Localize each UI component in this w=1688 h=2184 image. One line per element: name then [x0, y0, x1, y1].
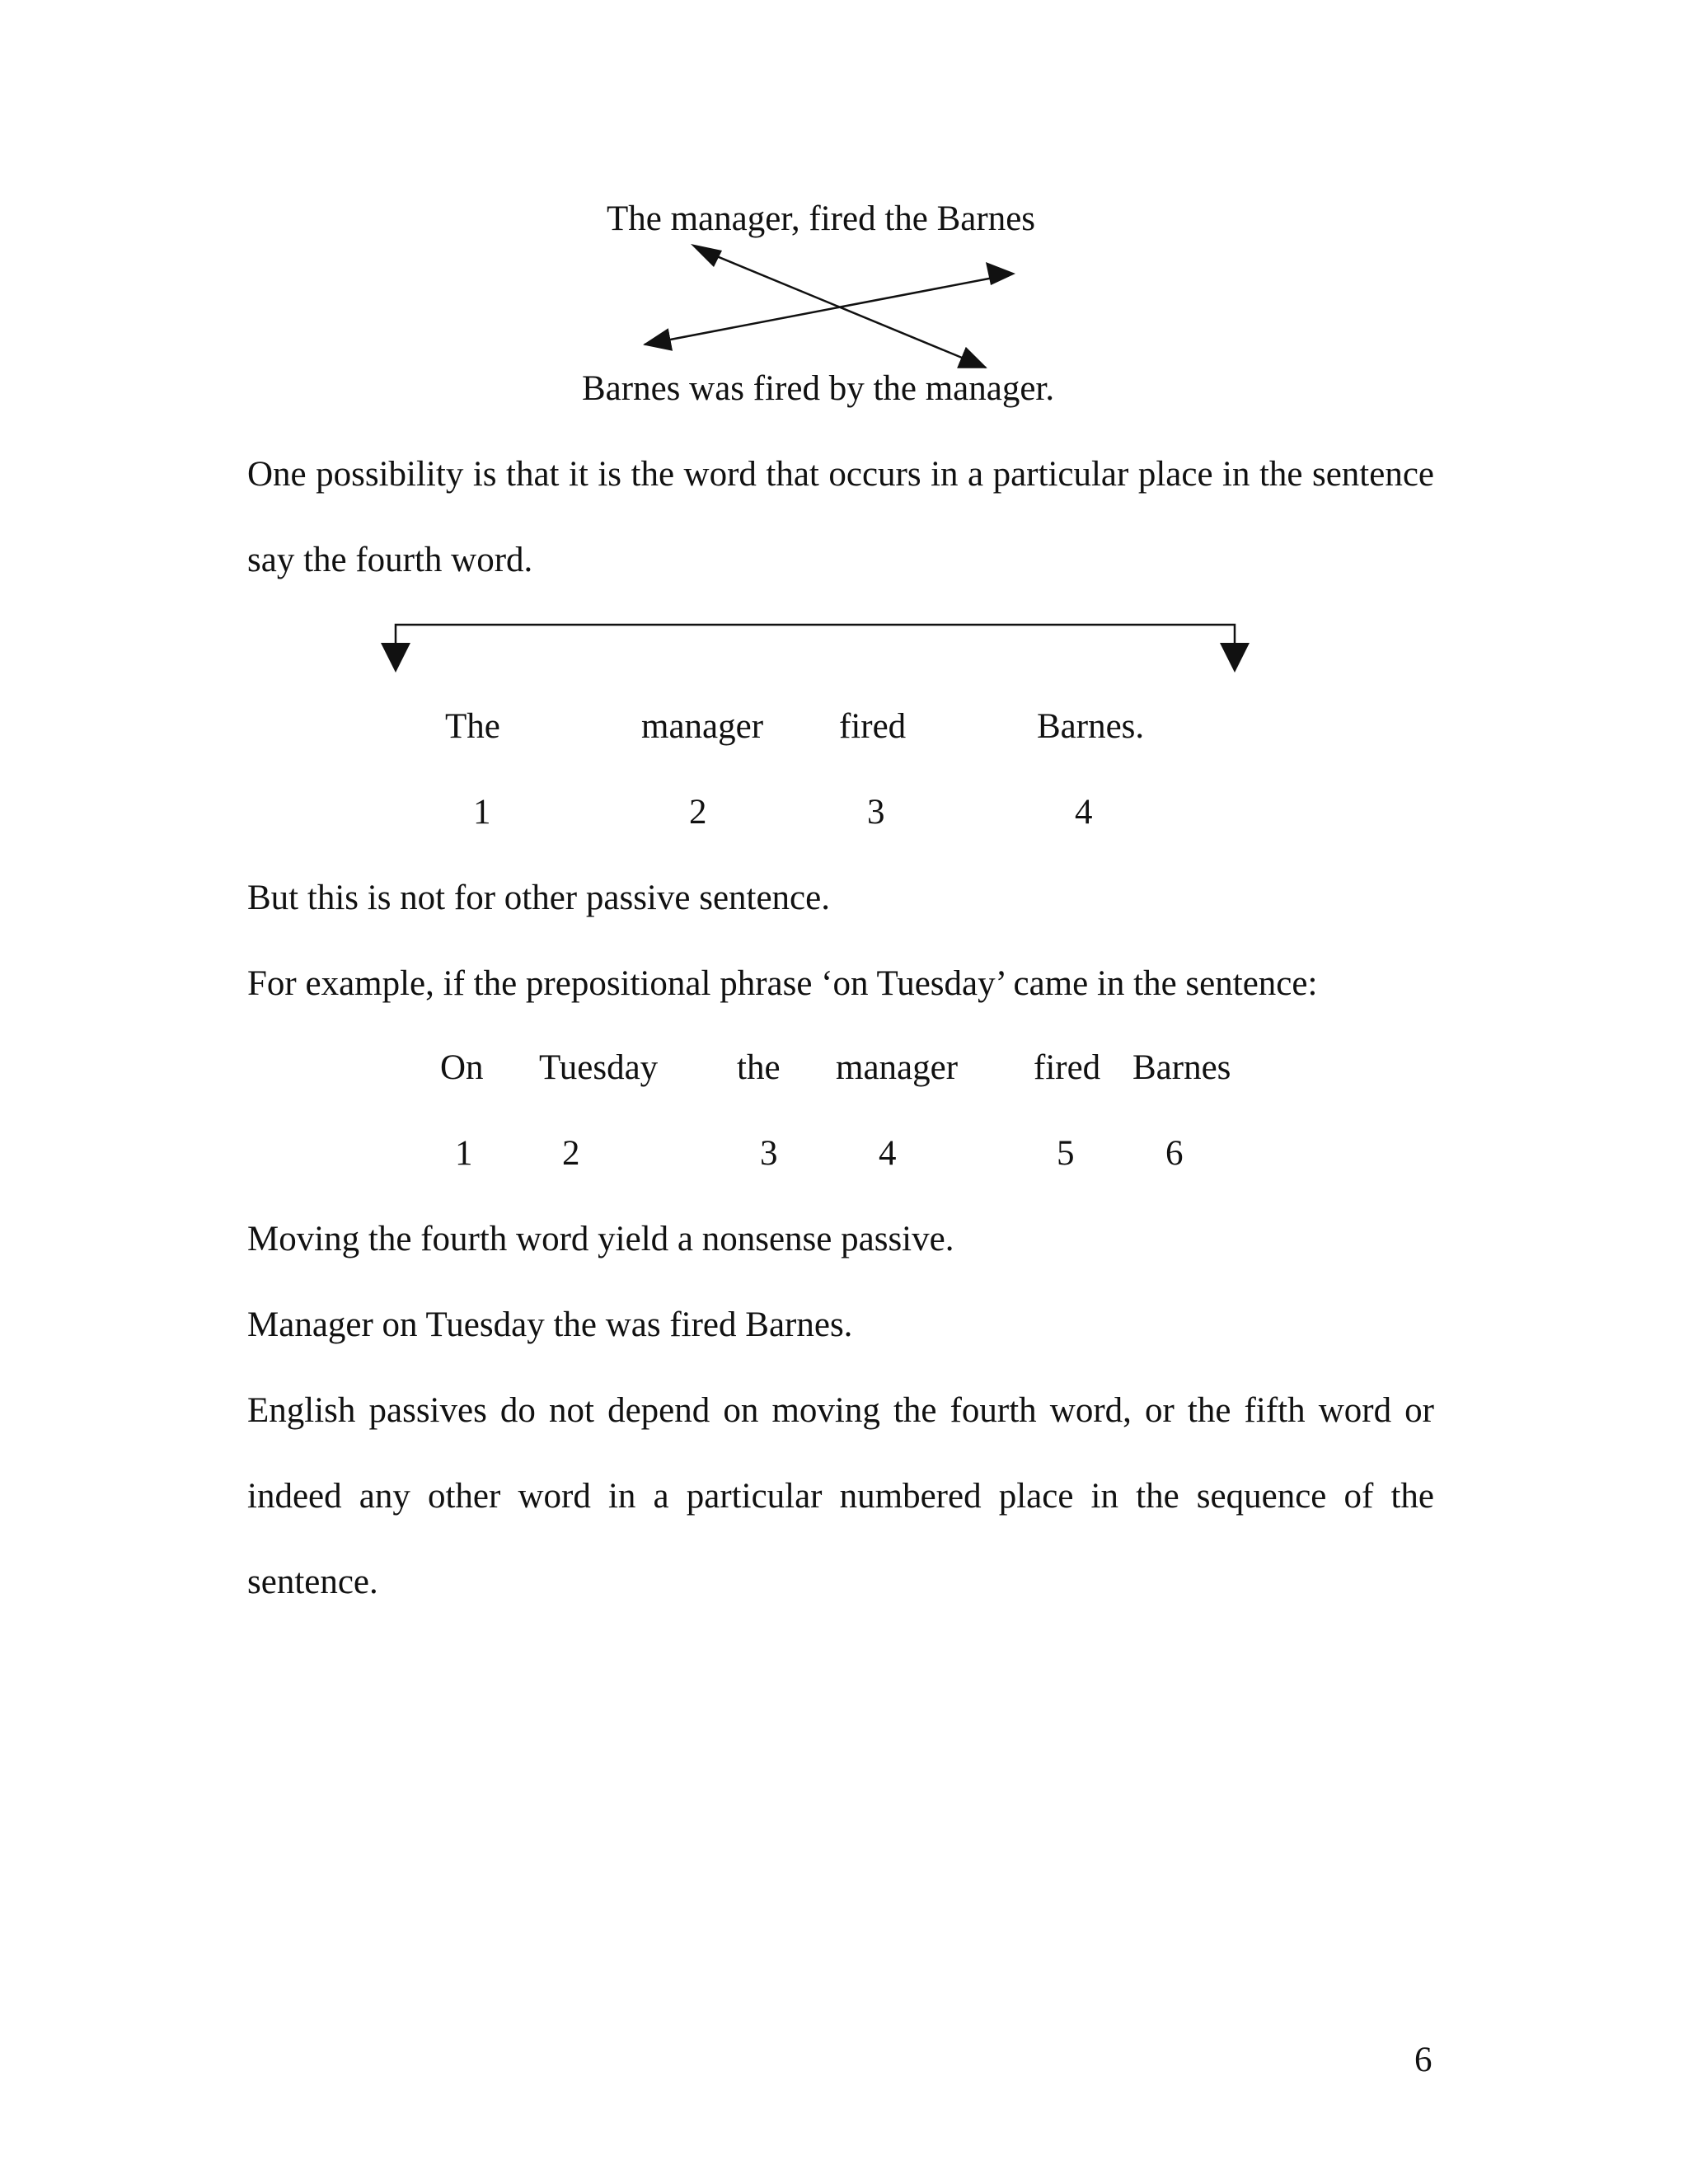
arrowhead-manager-top: [691, 244, 722, 267]
example2-number-4: 4: [879, 1134, 897, 1173]
paragraph-1: One possibility is that it is the word that occurs in a particular place in the sentence say the fourth word.: [247, 455, 1434, 579]
example1-number-2: 2: [689, 793, 707, 832]
passive-sentence: Barnes was fired by the manager.: [582, 369, 1055, 408]
paragraph-4: Moving the fourth word yield a nonsense passive.: [247, 1220, 954, 1258]
example2-word-6: Barnes: [1132, 1048, 1231, 1087]
arrow-manager-link: [699, 249, 986, 368]
example2-word-3: the: [737, 1048, 781, 1087]
page-number: 6: [1414, 2041, 1432, 2079]
bracket-line: [396, 625, 1235, 651]
arrowhead-barnes-top: [986, 262, 1015, 285]
paragraph-2: But this is not for other passive sentence.: [247, 879, 830, 917]
paragraph-3: For example, if the prepositional phrase ‘on Tuesday’ came in the sentence:: [247, 964, 1318, 1003]
example1-number-1: 1: [473, 793, 491, 832]
example2-number-6: 6: [1165, 1134, 1184, 1173]
example2-word-1: On: [440, 1048, 484, 1087]
bracket-arrowhead-left: [381, 643, 410, 673]
example2-word-2: Tuesday: [539, 1048, 659, 1087]
paragraph-5: Manager on Tuesday the was fired Barnes.: [247, 1305, 853, 1344]
example1-word-4: Barnes.: [1037, 707, 1145, 746]
example2-number-2: 2: [562, 1134, 580, 1173]
example1-number-4: 4: [1075, 793, 1093, 832]
example1-word-2: manager: [641, 707, 764, 746]
paragraph-6: English passives do not depend on moving the fourth word, or the fifth word or indeed any other word in a particular numbered place in the sequence of the sentence.: [247, 1391, 1434, 1601]
example1-word-1: The: [445, 707, 500, 746]
example2-number-5: 5: [1057, 1134, 1075, 1173]
bracket-arrowhead-right: [1220, 643, 1250, 673]
example2-word-4: manager: [836, 1048, 959, 1087]
arrow-barnes-link: [645, 274, 1010, 344]
active-sentence: The manager, fired the Barnes: [607, 199, 1036, 238]
example1-word-3: fired: [839, 707, 907, 746]
example2-word-5: fired: [1034, 1048, 1101, 1087]
example2-number-1: 1: [455, 1134, 473, 1173]
example1-number-3: 3: [867, 793, 885, 832]
example2-number-3: 3: [760, 1134, 778, 1173]
